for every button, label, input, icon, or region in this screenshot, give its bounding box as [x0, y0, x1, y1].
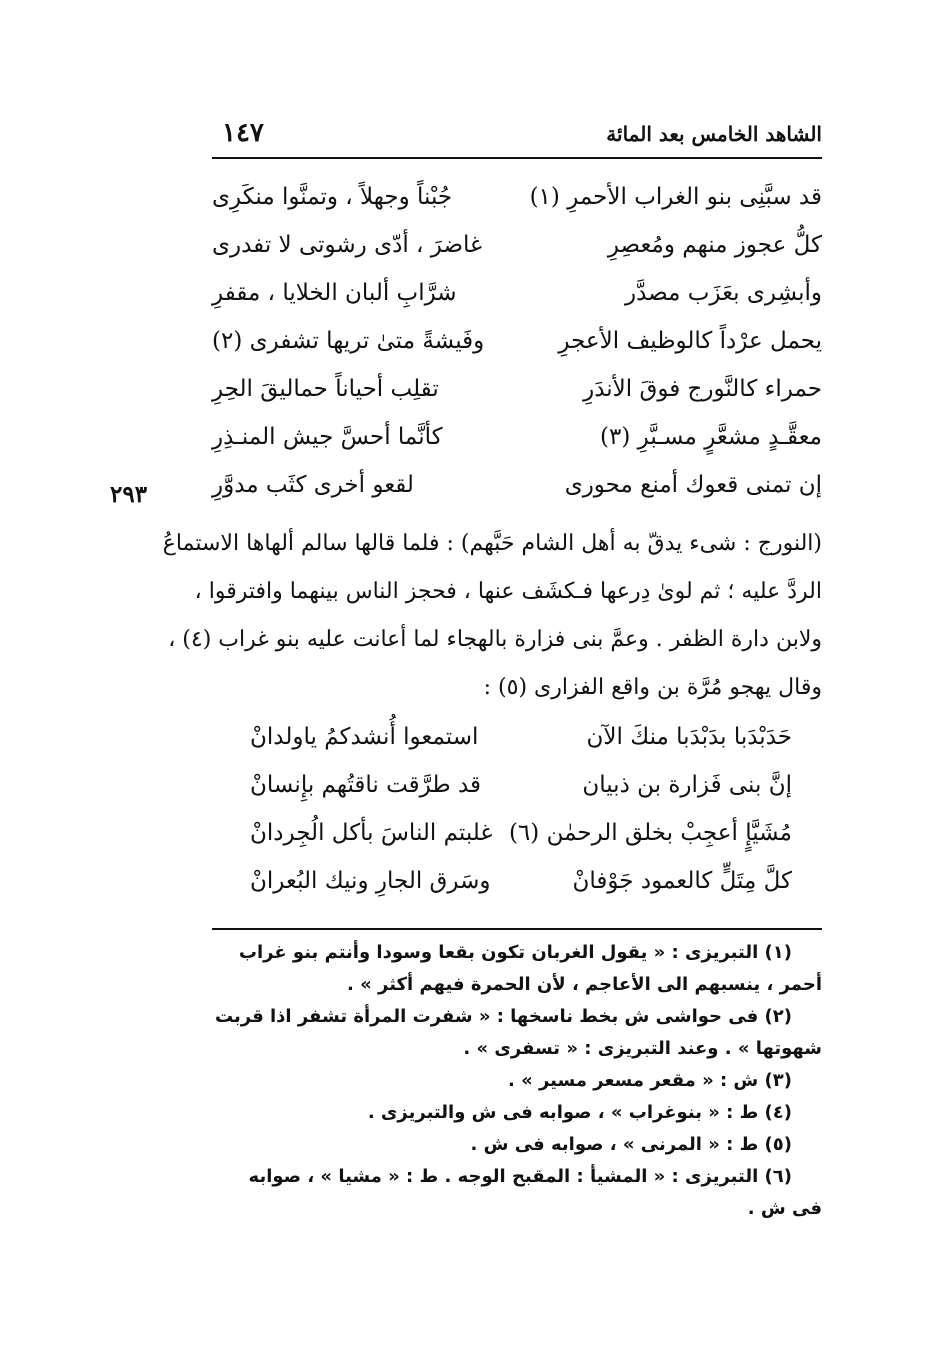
second-hemistich: كأنَّما أحسَّ جيش المنـذِرِ [212, 424, 443, 450]
footnote-line: فى ش . [747, 1198, 822, 1219]
footnote-line: (٤) ط : « بنوغراب » ، صوابه فى ش والتبريزى . [367, 1102, 792, 1123]
page-number: ١٤٧ [222, 118, 264, 148]
running-title: الشاهد الخامس بعد المائة [606, 122, 822, 146]
second-hemistich: غاضرَ ، أدّى رشوتى لا تفدرى [212, 232, 483, 258]
verse-line [212, 466, 822, 514]
verse-line [212, 274, 822, 322]
footnotes [212, 938, 822, 1226]
second-hemistich: لقعو أخرى كثَب مدوَّرِ [212, 472, 414, 498]
poem-block-2 [212, 718, 822, 910]
page-header [212, 118, 822, 156]
first-hemistich: كلَّ مِتَلٍّ كالعمود جَوْفانْ [572, 868, 792, 894]
footnote-line: (١) التبريزى : « يقول الغربان تكون بقعا وسودا وأنتم بنو غراب [238, 942, 792, 963]
first-hemistich: كلُّ عجوز منهم ومُعصِرِ [607, 232, 822, 258]
margin-reference-number: ٢٩٣ [110, 481, 148, 508]
second-hemistich: وسَرق الجارِ ونيك البُعرانْ [250, 868, 491, 894]
verse-line [212, 814, 822, 862]
second-hemistich: تقلِب أحياناً حماليقَ الحِرِ [212, 376, 439, 402]
second-hemistich: شرَّابِ ألبان الخلايا ، مقفرِ [212, 280, 457, 306]
footnote-line: (٦) التبريزى : « المشيأ : المقبح الوجه . ط : « مشيا » ، صوابه [248, 1166, 792, 1187]
verse-line [212, 322, 822, 370]
footnote-line: أحمر ، ينسبهم الى الأعاجم ، لأن الحمرة فيهم أكثر » . [347, 974, 822, 995]
second-hemistich: وفَيشةً متىٰ تريها تشفرى (٢) [212, 328, 485, 354]
footnote-line: شهوتها » . وعند التبريزى : « تسفرى » . [463, 1038, 822, 1059]
prose-line: ولابن دارة الظفر . وعمَّ بنى فزارة بالهجاء لما أعانت عليه بنو غراب (٤) ، [168, 627, 822, 652]
first-hemistich: إن تمنى قعوك أمنع محورى [564, 472, 822, 498]
first-hemistich: مُشَيَّإٍ أعجِبْ بخلق الرحمٰن (٦) [508, 820, 792, 846]
first-hemistich: حمراء كالنَّورج فوقَ الأندَرِ [583, 376, 822, 402]
second-hemistich: قد طرَّقت ناقتُهم بإِنسانْ [250, 772, 482, 798]
second-hemistich: غلبتم الناسَ بأكل الُجِردانْ [250, 820, 493, 846]
verse-line [212, 178, 822, 226]
footnote-divider [212, 928, 822, 930]
verse-line [212, 226, 822, 274]
verse-line [212, 718, 822, 766]
footnote-line: (٥) ط : « المرنى » ، صوابه فى ش . [470, 1134, 792, 1155]
verse-line [212, 418, 822, 466]
poem-block-1 [212, 178, 822, 514]
first-hemistich: يحمل عرْداً كالوظيف الأعجرِ [558, 328, 822, 354]
prose-paragraph [162, 525, 822, 717]
footnote-line: (٢) فى حواشى ش بخط ناسخها : « شفرت المرأة تشفر اذا قربت [214, 1006, 792, 1027]
second-hemistich: استمعوا أُنشدكمُ ياولدانْ [250, 724, 479, 750]
verse-line [212, 862, 822, 910]
first-hemistich: وأبشِرى بعَزَب مصدَّر [624, 280, 822, 306]
prose-line: وقال يهجو مُرَّة بن واقع الفزارى (٥) : [483, 675, 822, 700]
first-hemistich: معقَّـدٍ مشعَّرٍ مسـبَّرِ (٣) [600, 424, 822, 450]
second-hemistich: جُبْناً وجهلاً ، وتمنَّوا منكَرِى [212, 184, 453, 210]
first-hemistich: حَدَبْدَبا بدَبْدَبا منكَ الآن [586, 724, 792, 750]
verse-line [212, 766, 822, 814]
prose-line: الردَّ عليه ؛ ثم لوىٰ دِرعها فـكشَف عنها ، فحجز الناس بينهما وافترقوا ، [194, 579, 822, 604]
header-divider [212, 157, 822, 159]
first-hemistich: إنَّ بنى فَزارة بن ذبيان [582, 772, 792, 798]
first-hemistich: قد سبَّنِى بنو الغراب الأحمرِ (١) [529, 184, 822, 210]
verse-line [212, 370, 822, 418]
prose-line: (النورج : شىء يدقّ به أهل الشام حَبَّهم) : فلما قالها سالم ألهاها الاستماعُ [162, 531, 822, 556]
footnote-line: (٣) ش : « مقعر مسعر مسير » . [507, 1070, 792, 1091]
